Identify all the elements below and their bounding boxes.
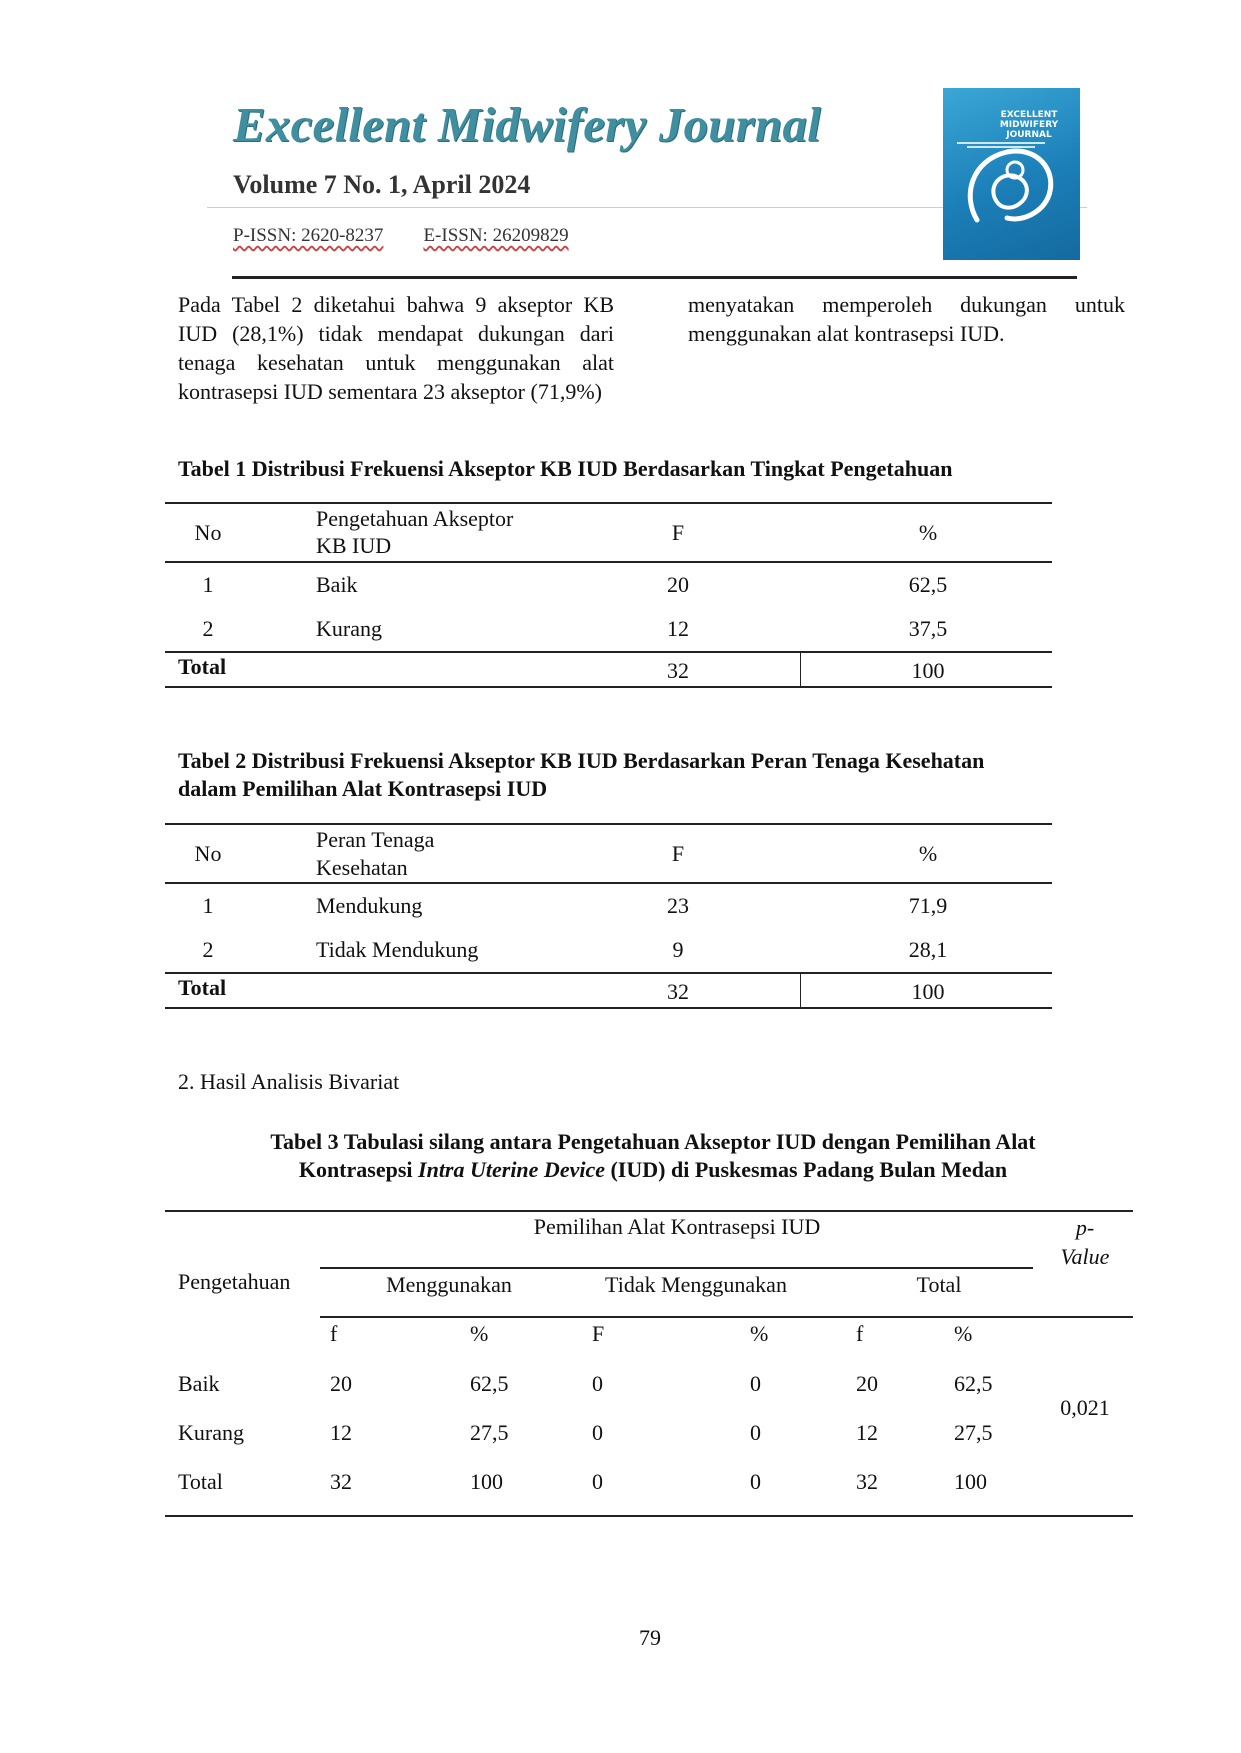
table3-header-p-value-line2: Value	[1060, 1244, 1110, 1269]
table3-row1-pct-total: 62,5	[954, 1371, 993, 1396]
table3-caption-line2-post: (IUD) di Puskesmas Padang Bulan Medan	[604, 1157, 1008, 1182]
table3-row1-f-not-using: 0	[592, 1371, 603, 1396]
table3-p-value: 0,021	[1060, 1395, 1110, 1420]
table3-row3-pct-using: 100	[470, 1469, 503, 1494]
cover-title: EXCELLENT MIDWIFERY JOURNAL	[999, 110, 1059, 140]
table1-total-f: 32	[667, 658, 689, 683]
table1-caption: Tabel 1 Distribusi Frekuensi Akseptor KB IUD Berdasarkan Tingkat Pengetahuan	[178, 456, 953, 481]
table1-total-label: Total	[178, 654, 227, 679]
table3-sub-pct-total: %	[954, 1321, 973, 1346]
table2-total-f: 32	[667, 979, 689, 1004]
table3-caption-line1: Tabel 3 Tabulasi silang antara Pengetahuan Akseptor IUD dengan Pemilihan Alat	[270, 1129, 1036, 1154]
table2-caption-line1: Tabel 2 Distribusi Frekuensi Akseptor KB IUD Berdasarkan Peran Tenaga Kesehatan	[178, 748, 985, 773]
table3-row3-f-total: 32	[856, 1469, 878, 1494]
table3-caption-line2-pre: Kontrasepsi	[298, 1157, 419, 1182]
table3-header-not-using: Tidak Menggunakan	[605, 1272, 787, 1297]
table2-total-label: Total	[178, 975, 227, 1000]
table3-top-rule	[165, 1210, 1133, 1212]
table2-row2-pct: 28,1	[908, 937, 948, 962]
table2-header-pct: %	[918, 841, 938, 866]
table1-total-rule	[165, 651, 1052, 653]
table3-row1-pct-not-using: 0	[750, 1371, 761, 1396]
table3-header-p-value-line1: p-	[1075, 1215, 1095, 1240]
table2-header-rule	[165, 882, 1052, 884]
table3-sub-pct-using: %	[470, 1321, 489, 1346]
table1-header-f: F	[671, 520, 685, 545]
table2-header-category	[316, 826, 434, 882]
section-heading: 2. Hasil Analisis Bivariat	[178, 1069, 400, 1094]
table3-row2-pct-using: 27,5	[470, 1420, 509, 1445]
table3-row1-pct-using: 62,5	[470, 1371, 509, 1396]
table1-header-category	[316, 505, 513, 559]
journal-title: Excellent Midwifery Journal	[233, 97, 821, 152]
table3-row1-label: Baik	[178, 1371, 220, 1396]
table3-row2-f-using: 12	[330, 1420, 352, 1445]
table2-total-pct: 100	[911, 979, 945, 1004]
table1-row2-no: 2	[202, 616, 214, 641]
table3-row2-f-not-using: 0	[592, 1420, 603, 1445]
table3-sub-f-using: f	[330, 1321, 338, 1346]
issn-line	[233, 225, 569, 247]
table2-row2-label: Tidak Mendukung	[316, 937, 479, 962]
table3-row3-f-not-using: 0	[592, 1469, 603, 1494]
p-issn: P-ISSN: 2620-8237	[233, 225, 384, 246]
table2-row1-pct: 71,9	[908, 893, 948, 918]
mother-child-icon	[957, 140, 1067, 235]
table2-caption	[178, 747, 1128, 803]
table3-row1-f-total: 20	[856, 1371, 878, 1396]
table3-sub-pct-not-using: %	[750, 1321, 769, 1346]
table2-header-category-line1: Peran Tenaga	[316, 827, 435, 852]
table3-header-row: Pengetahuan	[178, 1269, 291, 1294]
table3-row3-pct-not-using: 0	[750, 1469, 761, 1494]
table2-header-no: No	[194, 841, 222, 866]
table1-header-category-line1: Pengetahuan Akseptor	[316, 506, 514, 531]
table1-header-rule	[165, 561, 1052, 563]
table3-header-total: Total	[916, 1272, 962, 1297]
table3-caption-line2-italic: Intra Uterine Device	[418, 1157, 605, 1182]
table3-row2-label: Kurang	[178, 1420, 244, 1445]
table1-row2-f: 12	[667, 616, 689, 641]
table1-bottom-rule	[165, 686, 1052, 688]
header-divider	[232, 276, 1077, 279]
table2-top-rule	[165, 823, 1052, 825]
table1-header-no: No	[194, 520, 222, 545]
table1-row1-pct: 62,5	[908, 572, 948, 597]
table2-row1-f: 23	[667, 893, 689, 918]
table1-total-divider	[800, 651, 801, 686]
table3-row2-pct-total: 27,5	[954, 1420, 993, 1445]
table2-row2-no: 2	[202, 937, 214, 962]
e-issn: E-ISSN: 26209829	[423, 225, 569, 246]
table3-header-group: Pemilihan Alat Kontrasepsi IUD	[533, 1214, 821, 1239]
table3-row2-pct-not-using: 0	[750, 1420, 761, 1445]
journal-cover-image	[943, 88, 1080, 260]
table3-row1-f-using: 20	[330, 1371, 352, 1396]
table3-group-rule	[320, 1267, 1033, 1269]
table3-bottom-rule	[165, 1515, 1133, 1517]
table3-header-using: Menggunakan	[386, 1272, 512, 1297]
table3-row2-f-total: 12	[856, 1420, 878, 1445]
body-paragraph-left: Pada Tabel 2 diketahui bahwa 9 akseptor KB IUD (28,1%) tidak mendapat dukungan dari tenaga kesehatan untuk menggunakan alat kontrasepsi IUD sementara 23 akseptor (71,9%)	[178, 292, 614, 404]
table2-bottom-rule	[165, 1007, 1052, 1009]
table3-sub-f-total: f	[856, 1321, 864, 1346]
body-paragraph-right: menyatakan memperoleh dukungan untuk menggunakan alat kontrasepsi IUD.	[688, 292, 1125, 346]
table1-top-rule	[165, 502, 1052, 504]
table1-row2-label: Kurang	[316, 616, 382, 641]
table1-header-category-line2: KB IUD	[316, 533, 392, 558]
table3-row3-pct-total: 100	[954, 1469, 987, 1494]
table2-header-f: F	[671, 841, 685, 866]
table1-row1-label: Baik	[316, 572, 358, 597]
table1-total-pct: 100	[911, 658, 945, 683]
table2-row1-no: 1	[202, 893, 214, 918]
table2-row2-f: 9	[672, 937, 684, 962]
table2-caption-line2: dalam Pemilihan Alat Kontrasepsi IUD	[178, 776, 548, 801]
table2-header-category-line2: Kesehatan	[316, 855, 408, 880]
table3-row3-f-using: 32	[330, 1469, 352, 1494]
table3-header-p-value	[1061, 1213, 1110, 1271]
table3-subheader-rule	[320, 1316, 1133, 1318]
table2-total-rule	[165, 972, 1052, 974]
cover-footer-text	[957, 140, 1045, 150]
table1-row1-no: 1	[202, 572, 214, 597]
page-number: 79	[639, 1625, 661, 1650]
table1-row2-pct: 37,5	[908, 616, 948, 641]
table1-header-pct: %	[918, 520, 938, 545]
table2-row1-label: Mendukung	[316, 893, 423, 918]
table2-total-divider	[800, 972, 801, 1007]
table3-row3-label: Total	[178, 1469, 223, 1494]
table3-caption	[178, 1128, 1128, 1184]
journal-volume: Volume 7 No. 1, April 2024	[233, 170, 531, 199]
table3-sub-f-not-using: F	[592, 1321, 605, 1346]
table1-row1-f: 20	[667, 572, 689, 597]
